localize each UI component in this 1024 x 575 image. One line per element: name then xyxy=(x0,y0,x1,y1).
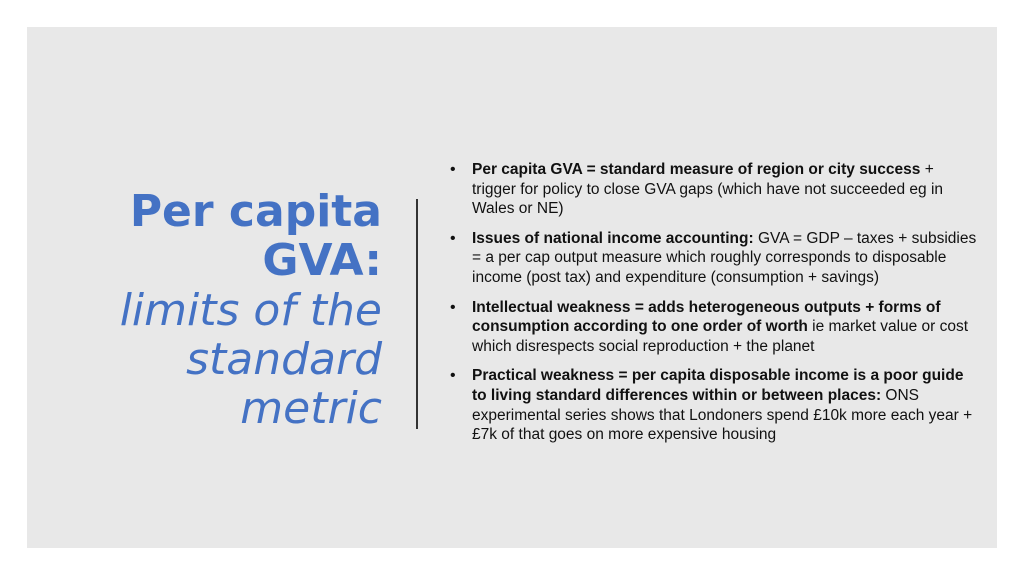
bullet-text: GVA = GDP – taxes + subsidies = a per cap output measure which roughly corresponds to disposable income (post tax) and expenditure (consumption + savings) xyxy=(472,229,977,286)
bullet-bold-text: Intellectual weakness = adds heterogeneous outputs + forms of consumption according to one order of worth xyxy=(472,298,941,336)
bullet-item xyxy=(447,366,977,444)
bullet-list xyxy=(447,160,977,455)
bullet-icon: • xyxy=(450,229,456,247)
subtitle-line-3: metric xyxy=(240,383,382,435)
slide-title xyxy=(87,187,382,433)
bullet-icon: • xyxy=(450,298,456,316)
bullet-item xyxy=(447,229,977,288)
title-line-2: GVA: xyxy=(262,235,382,287)
bullet-icon: • xyxy=(450,367,456,385)
subtitle-line-1: limits of the xyxy=(119,284,382,336)
bullet-item xyxy=(447,298,977,357)
title-line-1: Per capita xyxy=(129,186,382,237)
bullet-bold-text: Practical weakness = per capita disposable income is a poor guide to living standard differences within or between places: xyxy=(472,367,964,404)
bullet-text: ie market value or cost which disrespects social reproduction + the planet xyxy=(472,318,969,355)
bullet-bold-text: Per capita GVA = standard measure of region or city success xyxy=(472,161,921,178)
bullet-item xyxy=(447,160,977,219)
bullet-text: ONS experimental series shows that Londoners spend £10k more each year + £7k of that goes on more expensive housing xyxy=(472,386,973,444)
subtitle-line-2: standard xyxy=(186,333,382,385)
vertical-divider xyxy=(416,199,418,429)
slide xyxy=(27,27,997,548)
bullet-text: + trigger for policy to close GVA gaps (which have not succeeded eg in Wales or NE) xyxy=(472,161,944,218)
bullet-icon: • xyxy=(450,161,456,178)
bullet-bold-text: Issues of national income accounting: xyxy=(472,229,754,247)
